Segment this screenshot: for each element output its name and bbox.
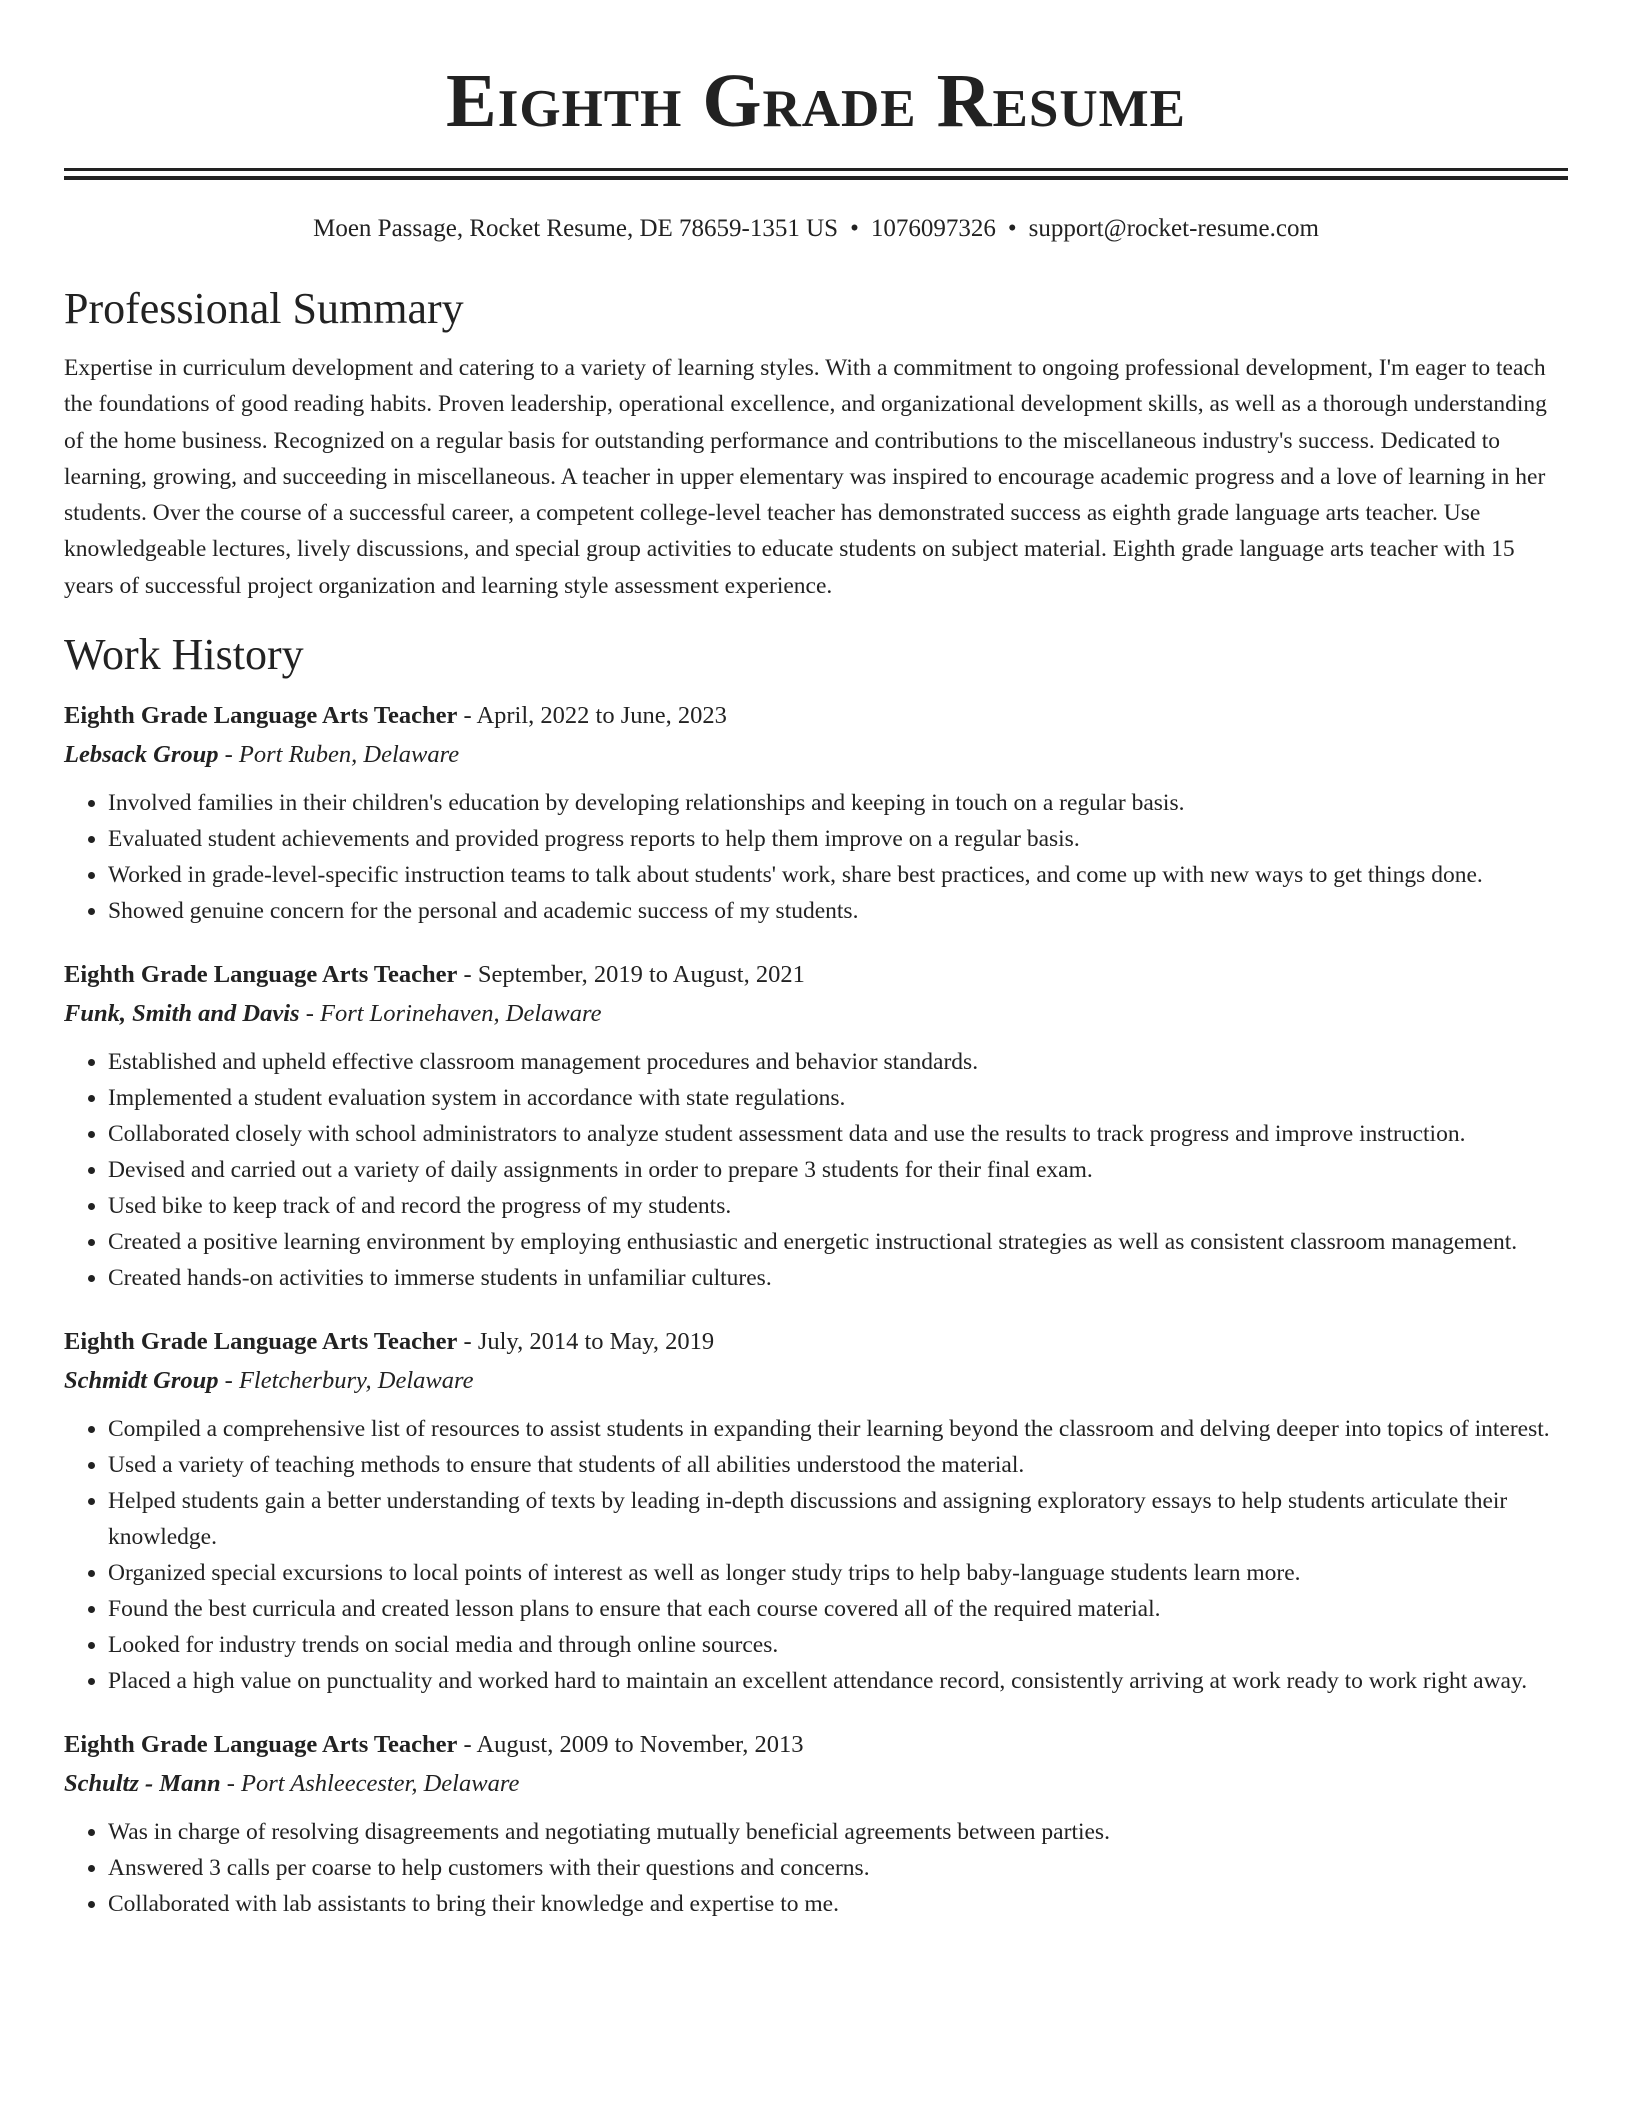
job-location: Fort Lorinehaven, Delaware	[319, 1000, 602, 1028]
summary-paragraph: Expertise in curriculum development and catering to a variety of learning styles. With a commitment to ongoing professional development, I'm eager to teach the foundations of good reading habits. Proven leadership, operational excellence, and organizational development skills, as well as a thorough understanding of the home business. Recognized on a regular basis for outstanding performance and contributions to the miscellaneous industry's success. Dedicated to learning, growing, and succeeding in miscellaneous. A teacher in upper elementary was inspired to encourage academic progress and a love of learning in her students. Over the course of a successful career, a competent college-level teacher has demonstrated success as eighth grade language arts teacher. Use knowledgeable lectures, lively discussions, and special group activities to educate students on subject material. Eighth grade language arts teacher with 15 years of successful project organization and learning style assessment experience.	[64, 355, 1547, 599]
job-dash: -	[457, 1731, 477, 1759]
resume-title: Eighth Grade Resume	[446, 59, 1186, 143]
header-divider-thick	[64, 168, 1568, 171]
job-bullet: • Was in charge of resolving disagreements and negotiating mutually beneficial agreements between parties.	[108, 1814, 1568, 1850]
job-role: Eighth Grade Language Arts Teacher	[64, 702, 458, 730]
job-entry	[64, 696, 1568, 929]
job-entry	[64, 955, 1568, 1296]
job-company-line	[64, 1361, 1568, 1400]
job-bullet-list	[64, 1411, 1568, 1699]
job-bullet: • Used a variety of teaching methods to ensure that students of all abilities understood the material.	[108, 1447, 1568, 1483]
job-company: Lebsack Group	[64, 741, 219, 769]
job-bullet-list	[64, 1814, 1568, 1922]
job-role: Eighth Grade Language Arts Teacher	[64, 1731, 458, 1759]
job-role: Eighth Grade Language Arts Teacher	[64, 961, 458, 989]
job-bullet: • Evaluated student achievements and provided progress reports to help them improve on a regular basis.	[108, 821, 1568, 857]
job-company: Schultz - Mann	[64, 1770, 221, 1798]
contact-email: support@rocket-resume.com	[1028, 215, 1319, 242]
work-history-list	[64, 696, 1568, 1922]
job-company-line	[64, 1764, 1568, 1803]
job-company: Schmidt Group	[64, 1367, 219, 1395]
job-role: Eighth Grade Language Arts Teacher	[64, 1328, 458, 1356]
job-dash: -	[457, 961, 478, 989]
job-bullet: • Compiled a comprehensive list of resources to assist students in expanding their learning beyond the classroom and delving deeper into topics of interest.	[108, 1411, 1568, 1447]
job-bullet: • Collaborated closely with school administrators to analyze student assessment data and use the results to track progress and improve instruction.	[108, 1116, 1568, 1152]
contact-separator: •	[850, 215, 859, 242]
job-location: Port Ruben, Delaware	[238, 741, 460, 769]
job-location: Fletcherbury, Delaware	[238, 1367, 474, 1395]
job-bullet: • Involved families in their children's education by developing relationships and keeping in touch on a regular basis.	[108, 785, 1568, 821]
job-header	[64, 1322, 1568, 1361]
job-dash: -	[220, 1770, 242, 1798]
job-bullet-list	[64, 1044, 1568, 1296]
job-bullet: • Worked in grade-level-specific instruction teams to talk about students' work, share best practices, and come up with new ways to get things done.	[108, 857, 1568, 893]
job-dash: -	[457, 1328, 478, 1356]
job-header	[64, 1725, 1568, 1764]
header-divider-thin	[64, 176, 1568, 180]
contact-separator: •	[1007, 215, 1017, 242]
job-header	[64, 696, 1568, 735]
job-bullet-list	[64, 785, 1568, 929]
job-bullet: • Devised and carried out a variety of daily assignments in order to prepare 3 students for their final exam.	[108, 1152, 1568, 1188]
job-bullet: • Created hands-on activities to immerse students in unfamiliar cultures.	[108, 1260, 1568, 1296]
job-dash: -	[218, 1367, 239, 1395]
job-dates: September, 2019 to August, 2021	[477, 961, 805, 989]
job-dates: August, 2009 to November, 2013	[476, 1731, 804, 1759]
job-bullet: • Found the best curricula and created lesson plans to ensure that each course covered all of the required material.	[108, 1591, 1568, 1627]
job-bullet: • Placed a high value on punctuality and worked hard to maintain an excellent attendance record, consistently arriving at work ready to work right away.	[108, 1663, 1568, 1699]
job-bullet: • Established and upheld effective classroom management procedures and behavior standards.	[108, 1044, 1568, 1080]
work-history-heading: Work History	[64, 630, 304, 680]
job-entry	[64, 1725, 1568, 1922]
job-company-line	[64, 735, 1568, 774]
contact-line	[64, 213, 1568, 245]
job-bullet: • Organized special excursions to local points of interest as well as longer study trips to help baby-language students learn more.	[108, 1555, 1568, 1591]
job-bullet: • Implemented a student evaluation system in accordance with state regulations.	[108, 1080, 1568, 1116]
contact-address: Moen Passage, Rocket Resume, DE 78659-1351 US	[313, 215, 839, 242]
job-bullet: • Showed genuine concern for the personal and academic success of my students.	[108, 893, 1568, 929]
contact-phone: 1076097326	[870, 215, 996, 242]
summary-heading: Professional Summary	[64, 284, 464, 333]
job-dates: July, 2014 to May, 2019	[477, 1328, 715, 1356]
job-company: Funk, Smith and Davis	[64, 1000, 300, 1028]
job-bullet: • Answered 3 calls per coarse to help customers with their questions and concerns.	[108, 1850, 1568, 1886]
job-dash: -	[218, 741, 239, 769]
job-entry	[64, 1322, 1568, 1699]
job-dash: -	[457, 702, 477, 730]
job-bullet: • Helped students gain a better understanding of texts by leading in-depth discussions and assigning exploratory essays to help students articulate their knowledge.	[108, 1483, 1568, 1555]
job-dates: April, 2022 to June, 2023	[476, 702, 727, 730]
job-bullet: • Created a positive learning environment by employing enthusiastic and energetic instructional strategies as well as consistent classroom management.	[108, 1224, 1568, 1260]
job-header	[64, 955, 1568, 994]
job-company-line	[64, 994, 1568, 1033]
job-bullet: • Used bike to keep track of and record the progress of my students.	[108, 1188, 1568, 1224]
job-dash: -	[299, 1000, 320, 1028]
job-location: Port Ashleecester, Delaware	[241, 1770, 520, 1798]
job-bullet: • Collaborated with lab assistants to bring their knowledge and expertise to me.	[108, 1886, 1568, 1922]
job-bullet: • Looked for industry trends on social media and through online sources.	[108, 1627, 1568, 1663]
